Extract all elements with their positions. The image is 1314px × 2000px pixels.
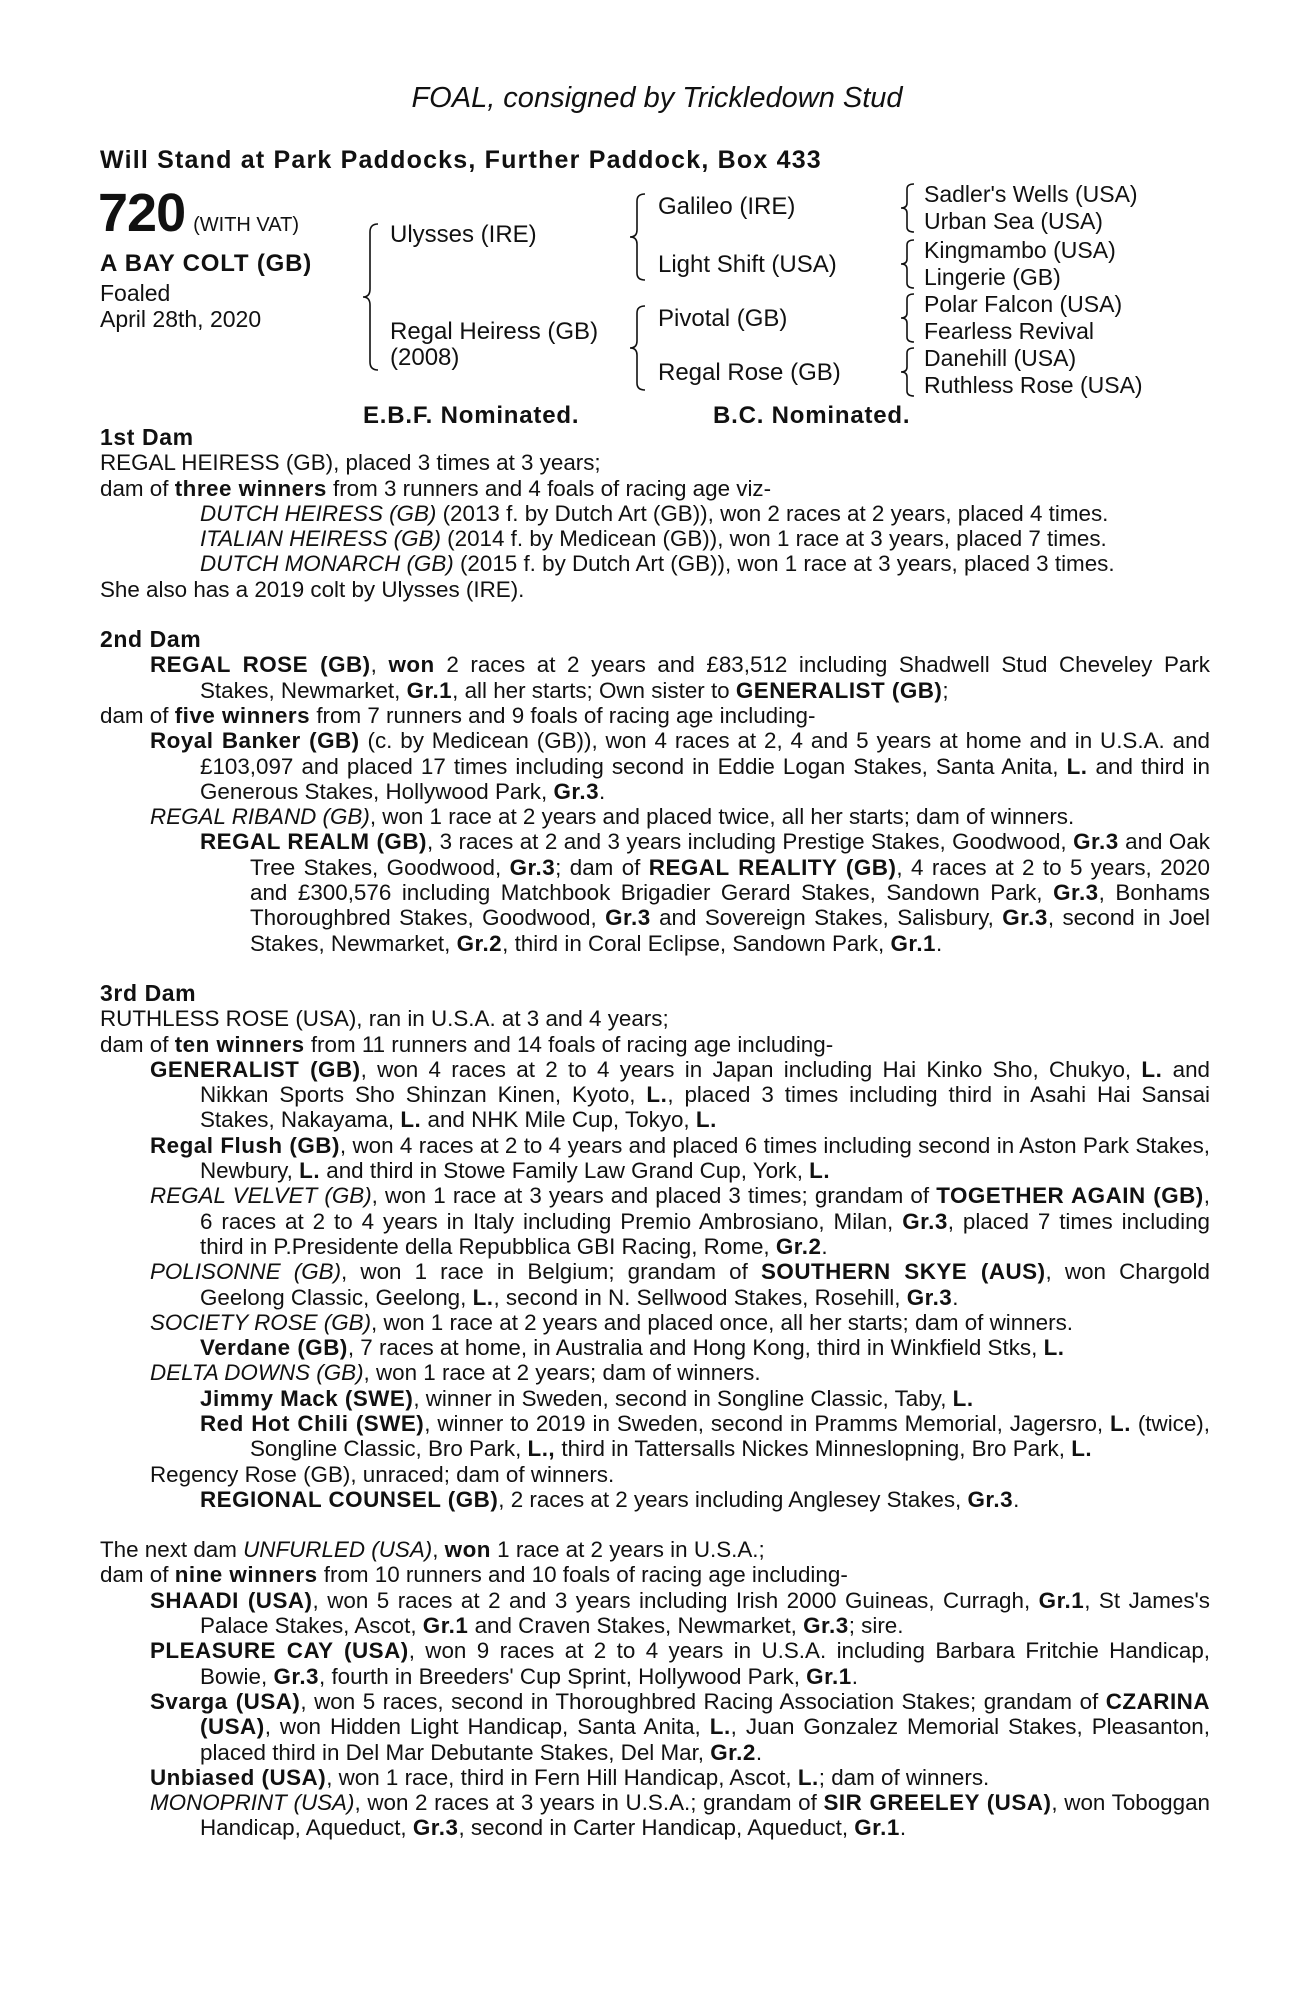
- pedigree-sire: Ulysses (IRE): [390, 221, 537, 248]
- first-dam-note: She also has a 2019 colt by Ulysses (IRE).: [100, 576, 525, 602]
- dam-details: [100, 425, 1210, 1841]
- first-dam-heading: 1st Dam: [100, 424, 194, 450]
- consignment-title: FOAL, consigned by Trickledown Stud: [411, 82, 903, 114]
- second-dam-line: REGAL ROSE (GB), won 2 races at 2 years and £83,512 including Shadwell Stud Cheveley Park Stakes, Newmarket, Gr.1, all her starts; Own sister to GENERALIST (GB);: [150, 652, 1211, 703]
- next-dam-foal: Unbiased (USA), won 1 race, third in Fern Hill Handicap, Ascot, L.; dam of winners.: [150, 1764, 990, 1790]
- next-dam-foal: SHAADI (USA), won 5 races at 2 and 3 years including Irish 2000 Guineas, Curragh, Gr.1, St James's Palace Stakes, Ascot, Gr.1 and Craven Stakes, Newmarket, Gr.3; sire.: [150, 1587, 1210, 1639]
- second-dam-foal: REGAL RIBAND (GB), won 1 race at 2 years and placed twice, all her starts; dam of winners.: [150, 804, 1075, 830]
- lot-number: 720: [98, 183, 186, 243]
- foaled-date: April 28th, 2020: [100, 306, 262, 332]
- pedigree-ggs-1: Sadler's Wells (USA): [924, 181, 1138, 207]
- pedigree-brace: [898, 238, 922, 290]
- bc-nominated: B.C. Nominated.: [713, 402, 911, 429]
- pedigree-sire-sire: Galileo (IRE): [658, 193, 796, 220]
- next-dam-line: The next dam UNFURLED (USA), won 1 race at 2 years in U.S.A.;: [100, 1537, 765, 1563]
- third-dam-foal: POLISONNE (GB), won 1 race in Belgium; grandam of SOUTHERN SKYE (AUS), won Chargold Geelong Classic, Geelong, L., second in N. Sellwood Stakes, Rosehill, Gr.3.: [150, 1259, 1210, 1310]
- pedigree-sire-dam: Light Shift (USA): [658, 251, 837, 278]
- first-dam-line: REGAL HEIRESS (GB), placed 3 times at 3 years;: [100, 450, 601, 476]
- pedigree-ggd-4: Ruthless Rose (USA): [924, 372, 1143, 398]
- third-dam-heading: 3rd Dam: [100, 979, 197, 1006]
- first-dam-foal: DUTCH HEIRESS (GB) (2013 f. by Dutch Art (GB)), won 2 races at 2 years, placed 4 times.: [200, 500, 1109, 526]
- third-dam-grandfoal: REGIONAL COUNSEL (GB), 2 races at 2 years including Anglesey Stakes, Gr.3.: [200, 1486, 1020, 1512]
- third-dam-foal: SOCIETY ROSE (GB), won 1 race at 2 years and placed once, all her starts; dam of winners.: [150, 1309, 1073, 1335]
- first-dam-foal: DUTCH MONARCH (GB) (2015 f. by Dutch Art (GB)), won 1 race at 3 years, placed 3 times.: [200, 551, 1115, 577]
- second-dam-produce: dam of five winners from 7 runners and 9 foals of racing age including-: [100, 702, 816, 728]
- next-dam-foal: MONOPRINT (USA), won 2 races at 3 years in U.S.A.; grandam of SIR GREELEY (USA), won Toboggan Handicap, Aqueduct, Gr.3, second in Carter Handicap, Aqueduct, Gr.1.: [150, 1790, 1210, 1841]
- pedigree-brace: [898, 182, 922, 234]
- first-dam-foal: ITALIAN HEIRESS (GB) (2014 f. by Medicean (GB)), won 1 race at 3 years, placed 7 times.: [200, 526, 1107, 552]
- pedigree-ggs-2: Kingmambo (USA): [924, 237, 1116, 263]
- pedigree-brace: [898, 346, 922, 398]
- pedigree-brace: [360, 222, 386, 372]
- next-dam-foal: PLEASURE CAY (USA), won 9 races at 2 to 4 years in U.S.A. including Barbara Fritchie Handicap, Bowie, Gr.3, fourth in Breeders' Cup Sprint, Hollywood Park, Gr.1.: [150, 1638, 1210, 1689]
- second-dam-foal: Royal Banker (GB) (c. by Medicean (GB)), won 4 races at 2, 4 and 5 years at home and in U.S.A. and £103,097 and placed 17 times including second in Eddie Logan Stakes, Santa Anita, L. and third in Generous Stakes, Hollywood Park, Gr.3.: [150, 728, 1210, 804]
- pedigree-ggs-4: Danehill (USA): [924, 345, 1077, 371]
- second-dam-grandfoal: REGAL REALM (GB), 3 races at 2 and 3 years including Prestige Stakes, Goodwood, Gr.3 and Oak Tree Stakes, Goodwood, Gr.3; dam of REGAL REALITY (GB), 4 races at 2 to 5 years, 2020 and £300,576 including Matchbook Brigadier Gerard Stakes, Sandown Park, Gr.3, Bonhams Thoroughbred Stakes, Goodwood, Gr.3 and Sovereign Stakes, Salisbury, Gr.3, second in Joel Stakes, Newmarket, Gr.2, third in Coral Eclipse, Sandown Park, Gr.1.: [200, 829, 1211, 956]
- third-dam-line: RUTHLESS ROSE (USA), ran in U.S.A. at 3 and 4 years;: [100, 1006, 669, 1032]
- pedigree-dam-year: (2008): [390, 344, 460, 371]
- pedigree-ggd-2: Lingerie (GB): [924, 264, 1061, 290]
- stand-location: Will Stand at Park Paddocks, Further Paddock, Box 433: [100, 146, 822, 174]
- third-dam-foal: Regency Rose (GB), unraced; dam of winners.: [150, 1461, 615, 1487]
- next-dam-produce: dam of nine winners from 10 runners and 10 foals of racing age including-: [100, 1562, 848, 1588]
- pedigree-ggd-1: Urban Sea (USA): [924, 208, 1103, 234]
- third-dam-grandfoal: Verdane (GB), 7 races at home, in Australia and Hong Kong, third in Winkfield Stks, L.: [200, 1335, 1065, 1361]
- second-dam-heading: 2nd Dam: [100, 626, 202, 653]
- next-dam-foal: Svarga (USA), won 5 races, second in Thoroughbred Racing Association Stakes; grandam of CZARINA (USA), won Hidden Light Handicap, Santa Anita, L., Juan Gonzalez Memorial Stakes, Pleasanton, placed third in Del Mar Debutante Stakes, Del Mar, Gr.2.: [150, 1688, 1211, 1765]
- third-dam-foal: Regal Flush (GB), won 4 races at 2 to 4 years and placed 6 times including second in Aston Park Stakes, Newbury, L. and third in Stowe Family Law Grand Cup, York, L.: [150, 1132, 1210, 1184]
- lot-heading: [98, 182, 299, 244]
- ebf-nominated: E.B.F. Nominated.: [363, 402, 580, 429]
- third-dam-produce: dam of ten winners from 11 runners and 14 foals of racing age including-: [100, 1031, 834, 1057]
- pedigree-ggs-3: Polar Falcon (USA): [924, 291, 1123, 317]
- pedigree-ggd-3: Fearless Revival: [924, 318, 1094, 344]
- third-dam-grandfoal: Red Hot Chili (SWE), winner to 2019 in Sweden, second in Pramms Memorial, Jagersro, L. (twice), Songline Classic, Bro Park, L., third in Tattersalls Nickes Minneslopning, Bro Park, L.: [200, 1410, 1210, 1462]
- horse-name: A BAY COLT (GB): [100, 250, 313, 277]
- foaled-label: Foaled: [100, 280, 171, 306]
- pedigree-dam: Regal Heiress (GB): [390, 318, 599, 345]
- first-dam-produce: dam of three winners from 3 runners and 4 foals of racing age viz-: [100, 475, 772, 501]
- pedigree-dam-sire: Pivotal (GB): [658, 305, 788, 332]
- vat-label: (WITH VAT): [193, 214, 300, 236]
- pedigree-brace: [627, 192, 653, 282]
- third-dam-grandfoal: Jimmy Mack (SWE), winner in Sweden, second in Songline Classic, Taby, L.: [200, 1385, 974, 1411]
- third-dam-foal: GENERALIST (GB), won 4 races at 2 to 4 years in Japan including Hai Kinko Sho, Chukyo, L. and Nikkan Sports Sho Shinzan Kinen, Kyoto, L., placed 3 times including third in Asahi Hai Sansai Stakes, Nakayama, L. and NHK Mile Cup, Tokyo, L.: [150, 1056, 1210, 1133]
- third-dam-foal: DELTA DOWNS (GB), won 1 race at 2 years; dam of winners.: [150, 1360, 761, 1386]
- pedigree-brace: [627, 304, 653, 392]
- pedigree-brace: [898, 292, 922, 344]
- third-dam-foal: REGAL VELVET (GB), won 1 race at 3 years and placed 3 times; grandam of TOGETHER AGAIN (GB), 6 races at 2 to 4 years in Italy including Premio Ambrosiano, Milan, Gr.3, placed 7 times including third in P.Presidente della Repubblica GBI Racing, Rome, Gr.2.: [150, 1183, 1211, 1259]
- pedigree-dam-dam: Regal Rose (GB): [658, 359, 841, 386]
